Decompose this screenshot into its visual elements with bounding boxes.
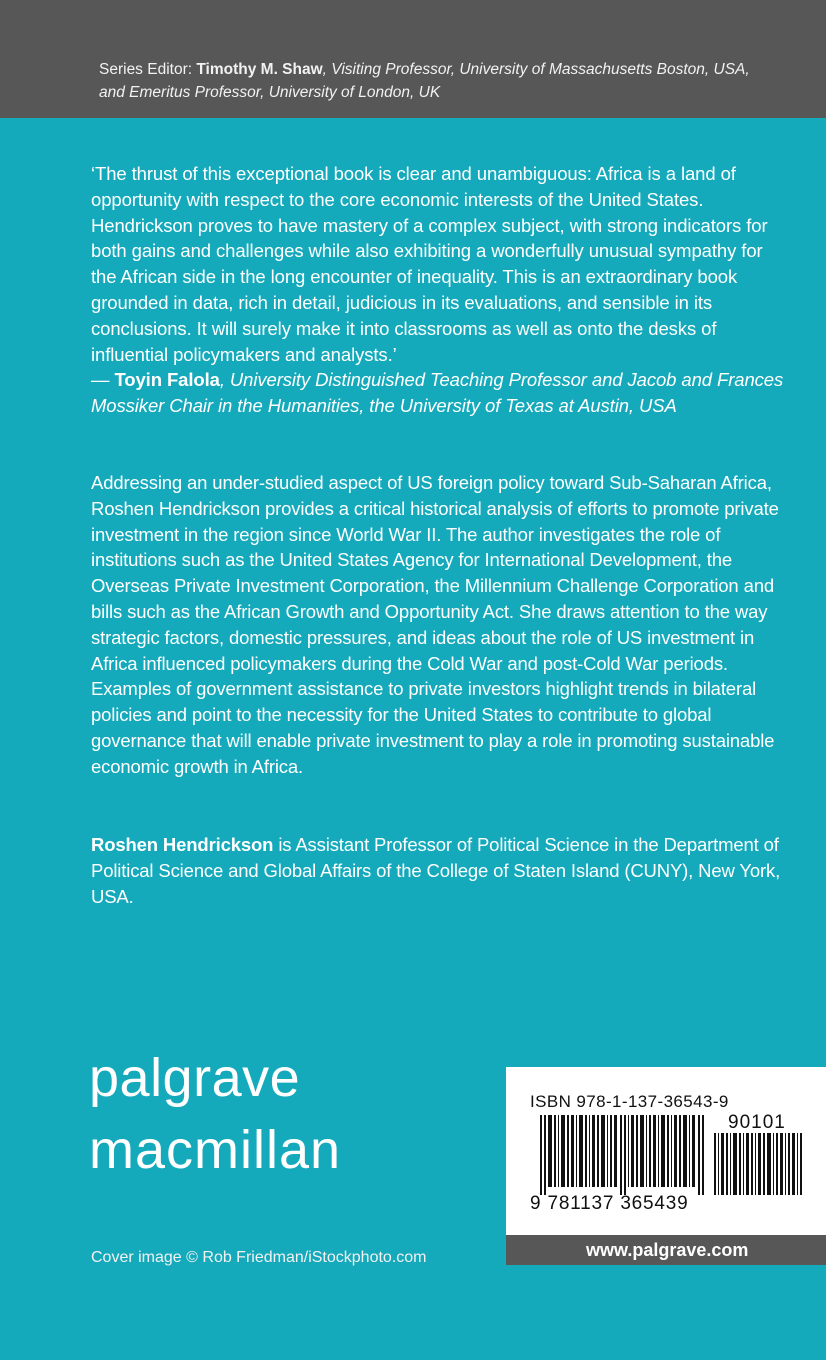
quote-line: the African side in the long encounter of inequality. This is an extraordinary book	[91, 266, 738, 288]
price-barcode	[714, 1133, 804, 1195]
series-editor-line-2	[99, 81, 799, 104]
endorsement-quote	[91, 161, 811, 367]
quote-line: opportunity with respect to the core economic interests of the United States.	[91, 188, 704, 210]
bio-line-2: Political Science and Global Affairs of the College of Staten Island (CUNY), New York, USA.	[91, 860, 781, 907]
quote-line: ‘The thrust of this exceptional book is clear and unambiguous: Africa is a land of	[91, 163, 736, 184]
blurb-line: investment in the region since World War II. The author investigates the role of	[91, 523, 721, 545]
publisher-logo-palgrave: palgrave	[89, 1048, 301, 1108]
series-editor-line-1	[99, 58, 799, 81]
blurb-line: institutions such as the United States Agency for International Development, the	[91, 549, 733, 571]
quote-line: conclusions. It will surely make it into classrooms as well as onto the desks of	[91, 317, 717, 339]
series-editor-roles: , Visiting Professor, University of Massachusetts Boston, USA,	[322, 61, 750, 78]
series-editor-roles-2: and Emeritus Professor, University of London, UK	[99, 84, 441, 101]
blurb-line: Addressing an under-studied aspect of US foreign policy toward Sub-Saharan Africa,	[91, 472, 772, 493]
bio-text-1: is Assistant Professor of Political Science in the Department of	[273, 834, 779, 855]
attribution-title-2: Mossiker Chair in the Humanities, the University of Texas at Austin, USA	[91, 394, 677, 416]
author-bio	[91, 832, 826, 910]
price-code: 90101	[728, 1112, 786, 1133]
quote-line: influential policymakers and analysts.’	[91, 343, 397, 365]
quote-line: Hendrickson proves to have mastery of a complex subject, with strong indicators for	[91, 214, 768, 236]
isbn-label: ISBN 978-1-137-36543-9	[530, 1092, 729, 1111]
quote-attribution	[91, 367, 811, 419]
bio-line-1	[91, 832, 826, 858]
book-description	[91, 470, 826, 780]
attribution-line-2	[91, 393, 811, 419]
series-label: Series Editor:	[99, 61, 197, 78]
ean-barcode	[540, 1115, 708, 1195]
blurb-line: governance that will enable private investment to play a role in promoting sustainable	[91, 729, 775, 751]
blurb-line: Roshen Hendrickson provides a critical historical analysis of efforts to promote private	[91, 497, 779, 519]
series-editor-name: Timothy M. Shaw	[196, 61, 323, 78]
blurb-line: Overseas Private Investment Corporation, the Millennium Challenge Corporation and	[91, 575, 774, 597]
publisher-logo-macmillan: macmillan	[89, 1120, 342, 1180]
attribution-dash: —	[91, 369, 115, 390]
url-band	[506, 1235, 826, 1265]
blurb-line: Examples of government assistance to private investors highlight trends in bilateral	[91, 678, 757, 700]
quote-line: both gains and challenges while also exhibiting a wonderfully unusual sympathy for	[91, 240, 763, 262]
barcode-box	[506, 1067, 826, 1235]
attribution-name: Toyin Falola	[114, 369, 220, 390]
blurb-line: economic growth in Africa.	[91, 755, 304, 777]
attribution-line-1	[91, 367, 811, 393]
attribution-title: , University Distinguished Teaching Professor and Jacob and Frances	[219, 369, 784, 390]
blurb-line: Africa influenced policymakers during the Cold War and post-Cold War periods.	[91, 652, 728, 674]
series-editor	[99, 58, 799, 104]
quote-line: grounded in data, rich in detail, judicious in its evaluations, and sensible in its	[91, 291, 713, 313]
blurb-line: bills such as the African Growth and Opportunity Act. She draws attention to the way	[91, 600, 768, 622]
blurb-line: strategic factors, domestic pressures, and ideas about the role of US investment in	[91, 626, 755, 648]
cover-image-credit: Cover image © Rob Friedman/iStockphoto.com	[91, 1249, 427, 1266]
barcode-digits: 9 781137 365439	[530, 1193, 689, 1214]
blurb-line: policies and point to the necessity for the United States to contribute to global	[91, 704, 712, 726]
author-name: Roshen Hendrickson	[91, 834, 274, 855]
publisher-url[interactable]: www.palgrave.com	[586, 1240, 749, 1260]
